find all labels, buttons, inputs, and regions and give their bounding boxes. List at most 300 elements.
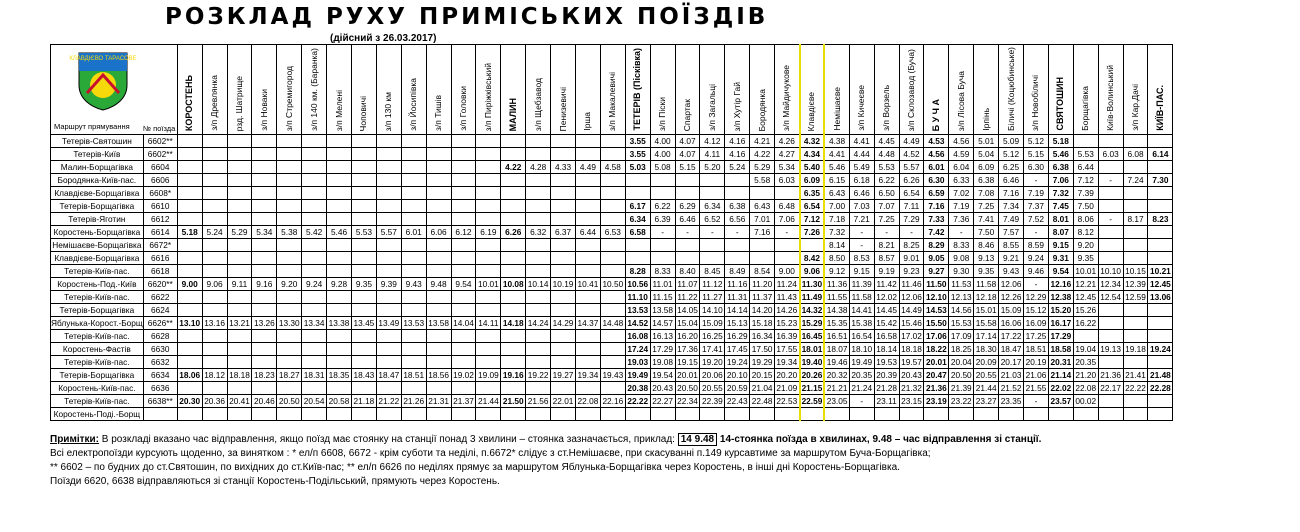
- table-row: [51, 264, 1173, 277]
- time-cell: 6.43: [750, 199, 775, 212]
- time-cell: 12.39: [1123, 277, 1148, 290]
- time-cell: 7.24: [1123, 173, 1148, 186]
- time-cell: [202, 342, 227, 355]
- time-cell: [202, 303, 227, 316]
- time-cell: 20.01: [675, 368, 700, 381]
- time-cell: 22.27: [650, 394, 675, 407]
- time-cell: [501, 212, 526, 225]
- time-cell: [451, 355, 476, 368]
- time-cell: [426, 303, 451, 316]
- table-row: [51, 251, 1173, 264]
- header-row: [51, 45, 1173, 135]
- station-header: [177, 45, 202, 135]
- time-cell: [600, 264, 625, 277]
- time-cell: [451, 407, 476, 420]
- route-cell: Тетерів-Борщагівка: [51, 199, 144, 212]
- time-cell: 5.01: [974, 134, 999, 147]
- time-cell: 23.11: [874, 394, 899, 407]
- time-cell: 11.42: [874, 277, 899, 290]
- time-cell: [1073, 134, 1098, 147]
- table-row: [51, 368, 1173, 381]
- time-cell: 14.24: [526, 316, 551, 329]
- time-cell: [202, 199, 227, 212]
- time-cell: 13.26: [252, 316, 277, 329]
- time-cell: 21.03: [999, 368, 1024, 381]
- time-cell: 4.49: [899, 134, 924, 147]
- station-header: [775, 45, 800, 135]
- station-header: [1148, 45, 1173, 135]
- time-cell: [501, 381, 526, 394]
- time-cell: [526, 303, 551, 316]
- station-name: з/п Макалевичі: [607, 71, 618, 131]
- time-cell: 7.19: [949, 199, 974, 212]
- route-cell: Малин-Борщагівка: [51, 160, 144, 173]
- time-cell: [625, 238, 650, 251]
- time-cell: [277, 329, 302, 342]
- time-cell: 4.48: [874, 147, 899, 160]
- time-cell: [277, 173, 302, 186]
- time-cell: 14.05: [675, 303, 700, 316]
- time-cell: [575, 329, 600, 342]
- time-cell: [476, 407, 501, 420]
- train-number-label: № поїзда: [143, 123, 176, 133]
- time-cell: 5.15: [1024, 147, 1049, 160]
- time-cell: 22.01: [551, 394, 576, 407]
- time-cell: [202, 238, 227, 251]
- time-cell: 13.53: [401, 316, 426, 329]
- time-cell: 21.04: [750, 381, 775, 394]
- time-cell: 6.01: [924, 160, 949, 173]
- time-cell: 11.50: [924, 277, 949, 290]
- time-cell: 6.09: [974, 160, 999, 173]
- time-cell: [476, 381, 501, 394]
- station-name: з/п Загальці: [706, 84, 717, 131]
- time-cell: 5.24: [202, 225, 227, 238]
- time-cell: 15.50: [924, 316, 949, 329]
- time-cell: [277, 303, 302, 316]
- time-cell: 7.21: [849, 212, 874, 225]
- train-number-cell: [143, 407, 177, 420]
- time-cell: [1098, 329, 1123, 342]
- time-cell: 5.53: [351, 225, 376, 238]
- time-cell: [426, 173, 451, 186]
- time-cell: [1148, 251, 1173, 264]
- time-cell: 4.53: [924, 134, 949, 147]
- time-cell: [1024, 407, 1049, 420]
- time-cell: [426, 290, 451, 303]
- time-cell: 4.00: [650, 147, 675, 160]
- time-cell: 22.22: [625, 394, 650, 407]
- time-cell: [376, 173, 401, 186]
- time-cell: 18.06: [177, 368, 202, 381]
- time-cell: [327, 173, 352, 186]
- time-cell: 7.34: [999, 199, 1024, 212]
- time-cell: [376, 186, 401, 199]
- time-cell: [451, 264, 476, 277]
- time-cell: 21.48: [1148, 368, 1173, 381]
- time-cell: 13.58: [426, 316, 451, 329]
- time-cell: [501, 186, 526, 199]
- station-name: з/п Йосипівка: [408, 78, 419, 131]
- station-header: [974, 45, 999, 135]
- station-header: [501, 45, 526, 135]
- time-cell: [376, 160, 401, 173]
- time-cell: 14.48: [600, 316, 625, 329]
- route-cell: Тетерів-Київ: [51, 147, 144, 160]
- note-3: ** 6602 – по будних до ст.Святошин, по вихідних до ст.Київ-пас; ** ел/п 6626 по неділях прямує за маршрутом Яблунька-Борщагівка через Коростень, в інші дні Коростень-Борщагівка.: [50, 462, 900, 473]
- time-cell: 12.10: [924, 290, 949, 303]
- time-cell: 8.28: [625, 264, 650, 277]
- time-cell: [625, 407, 650, 420]
- time-cell: [600, 173, 625, 186]
- time-cell: [252, 407, 277, 420]
- time-cell: 21.52: [999, 381, 1024, 394]
- time-cell: 9.43: [401, 277, 426, 290]
- route-cell: Клавдієве-Борщагівка: [51, 186, 144, 199]
- time-cell: [401, 212, 426, 225]
- time-cell: 5.38: [277, 225, 302, 238]
- time-cell: [202, 355, 227, 368]
- time-cell: 5.12: [999, 147, 1024, 160]
- time-cell: 6.04: [949, 160, 974, 173]
- time-cell: [177, 173, 202, 186]
- time-cell: [252, 290, 277, 303]
- time-cell: 6.32: [526, 225, 551, 238]
- time-cell: 21.56: [526, 394, 551, 407]
- time-cell: 5.57: [899, 160, 924, 173]
- time-cell: 10.01: [1073, 264, 1098, 277]
- station-header: [800, 45, 825, 135]
- time-cell: [575, 199, 600, 212]
- time-cell: [501, 199, 526, 212]
- station-name: Клавдієве: [806, 91, 817, 131]
- station-header: [650, 45, 675, 135]
- time-cell: [476, 355, 501, 368]
- time-cell: 11.53: [949, 277, 974, 290]
- time-cell: 13.30: [277, 316, 302, 329]
- time-cell: 15.53: [949, 316, 974, 329]
- time-cell: 8.45: [700, 264, 725, 277]
- station-header: [277, 45, 302, 135]
- time-cell: [451, 342, 476, 355]
- time-cell: 16.06: [999, 316, 1024, 329]
- time-cell: 14.37: [575, 316, 600, 329]
- station-name: з/п Древлянка: [209, 75, 220, 131]
- time-cell: [526, 199, 551, 212]
- time-cell: 12.34: [1098, 277, 1123, 290]
- time-cell: [351, 238, 376, 251]
- time-cell: [1098, 355, 1123, 368]
- time-cell: 3.55: [625, 147, 650, 160]
- time-cell: 10.08: [501, 277, 526, 290]
- time-cell: [202, 173, 227, 186]
- time-cell: 8.59: [1024, 238, 1049, 251]
- emblem-text: КЛАВДІЄВО ТАРАСОВЕ: [69, 56, 137, 62]
- time-cell: [725, 251, 750, 264]
- note-4: Поїзди 6620, 6638 відправляються зі станції Коростень-Подільський, прямують через Коростень.: [50, 476, 500, 487]
- time-cell: 7.16: [999, 186, 1024, 199]
- time-cell: [327, 407, 352, 420]
- time-cell: 22.02: [1048, 381, 1073, 394]
- table-row: [51, 199, 1173, 212]
- station-name: з/п 140 км. (Баранка): [308, 48, 319, 131]
- time-cell: 9.27: [924, 264, 949, 277]
- time-cell: 15.20: [1048, 303, 1073, 316]
- time-cell: 21.37: [451, 394, 476, 407]
- time-cell: -: [1098, 212, 1123, 225]
- time-cell: [501, 342, 526, 355]
- train-number-cell: 6672*: [143, 238, 177, 251]
- time-cell: 9.11: [227, 277, 252, 290]
- time-cell: [600, 329, 625, 342]
- time-cell: 4.22: [750, 147, 775, 160]
- time-cell: 8.23: [1148, 212, 1173, 225]
- time-cell: 18.01: [800, 342, 825, 355]
- time-cell: [277, 199, 302, 212]
- time-cell: [476, 199, 501, 212]
- time-cell: 6.30: [1024, 160, 1049, 173]
- time-cell: [202, 186, 227, 199]
- time-cell: 13.58: [650, 303, 675, 316]
- table-row: [51, 160, 1173, 173]
- time-cell: [426, 186, 451, 199]
- time-cell: [177, 251, 202, 264]
- station-name: Ірша: [582, 112, 593, 131]
- time-cell: [177, 264, 202, 277]
- time-cell: [451, 134, 476, 147]
- time-cell: 21.28: [874, 381, 899, 394]
- time-cell: 11.55: [824, 290, 849, 303]
- time-cell: [426, 329, 451, 342]
- time-cell: 11.58: [849, 290, 874, 303]
- time-cell: [1123, 303, 1148, 316]
- station-header: [575, 45, 600, 135]
- time-cell: 18.51: [1024, 342, 1049, 355]
- station-header: [675, 45, 700, 135]
- time-cell: 7.49: [999, 212, 1024, 225]
- time-cell: 21.32: [899, 381, 924, 394]
- train-number-cell: 6630: [143, 342, 177, 355]
- station-header: [874, 45, 899, 135]
- time-cell: 20.38: [625, 381, 650, 394]
- time-cell: [327, 147, 352, 160]
- time-cell: 21.36: [924, 381, 949, 394]
- station-name: МАЛИН: [507, 97, 518, 131]
- time-cell: [177, 290, 202, 303]
- time-cell: 4.32: [800, 134, 825, 147]
- time-cell: [451, 147, 476, 160]
- time-cell: 12.13: [949, 290, 974, 303]
- station-header: [824, 45, 849, 135]
- time-cell: [426, 160, 451, 173]
- time-cell: 14.53: [924, 303, 949, 316]
- time-cell: 22.08: [1073, 381, 1098, 394]
- time-cell: [202, 290, 227, 303]
- time-cell: [675, 407, 700, 420]
- time-cell: 14.38: [824, 303, 849, 316]
- time-cell: [302, 199, 327, 212]
- time-cell: 23.19: [924, 394, 949, 407]
- time-cell: 6.58: [625, 225, 650, 238]
- train-number-cell: 6628: [143, 329, 177, 342]
- time-cell: 9.24: [1024, 251, 1049, 264]
- time-cell: 21.15: [800, 381, 825, 394]
- time-cell: [351, 290, 376, 303]
- time-cell: 14.10: [700, 303, 725, 316]
- time-cell: [376, 212, 401, 225]
- time-cell: [600, 290, 625, 303]
- station-name: з/п Хутір Гай: [731, 81, 742, 131]
- time-cell: 3.55: [625, 134, 650, 147]
- time-cell: [277, 212, 302, 225]
- time-cell: 20.43: [899, 368, 924, 381]
- time-cell: [302, 342, 327, 355]
- time-cell: 6.09: [800, 173, 825, 186]
- time-cell: 22.48: [750, 394, 775, 407]
- time-cell: 6.15: [824, 173, 849, 186]
- time-cell: [650, 407, 675, 420]
- time-cell: 6.44: [575, 225, 600, 238]
- time-cell: [476, 147, 501, 160]
- station-name: Б У Ч А: [930, 98, 941, 131]
- time-cell: 8.06: [1073, 212, 1098, 225]
- station-header: [949, 45, 974, 135]
- table-row: [51, 147, 1173, 160]
- time-cell: [451, 290, 476, 303]
- time-cell: [501, 329, 526, 342]
- time-cell: [476, 264, 501, 277]
- time-cell: [700, 238, 725, 251]
- time-cell: 6.53: [600, 225, 625, 238]
- time-cell: [824, 407, 849, 420]
- time-cell: 20.01: [924, 355, 949, 368]
- time-cell: [302, 147, 327, 160]
- station-header: [1123, 45, 1148, 135]
- time-cell: -: [849, 394, 874, 407]
- time-cell: 19.15: [675, 355, 700, 368]
- time-cell: 7.33: [924, 212, 949, 225]
- time-cell: 20.19: [1024, 355, 1049, 368]
- train-number-cell: 6638**: [143, 394, 177, 407]
- time-cell: [177, 186, 202, 199]
- time-cell: [750, 251, 775, 264]
- time-cell: 18.47: [376, 368, 401, 381]
- time-cell: [277, 147, 302, 160]
- time-cell: 9.31: [1048, 251, 1073, 264]
- time-cell: [227, 160, 252, 173]
- time-cell: [302, 212, 327, 225]
- train-number-cell: 6622: [143, 290, 177, 303]
- station-name: Київ-Волинський: [1105, 65, 1116, 131]
- time-cell: [401, 160, 426, 173]
- time-cell: 17.41: [700, 342, 725, 355]
- station-name: з/п 130 км: [383, 91, 394, 131]
- station-header: [924, 45, 949, 135]
- time-cell: [1123, 407, 1148, 420]
- time-cell: 7.16: [924, 199, 949, 212]
- time-cell: [252, 199, 277, 212]
- time-cell: 16.34: [750, 329, 775, 342]
- time-cell: [600, 238, 625, 251]
- time-cell: 12.18: [974, 290, 999, 303]
- time-cell: 16.51: [824, 329, 849, 342]
- time-cell: 7.12: [800, 212, 825, 225]
- route-cell: Тетерів-Борщагівка: [51, 368, 144, 381]
- time-cell: [949, 407, 974, 420]
- time-cell: 15.13: [725, 316, 750, 329]
- time-cell: 7.00: [824, 199, 849, 212]
- station-header: [725, 45, 750, 135]
- time-cell: [401, 238, 426, 251]
- time-cell: [227, 147, 252, 160]
- time-cell: [426, 147, 451, 160]
- time-cell: 23.57: [1048, 394, 1073, 407]
- time-cell: [401, 290, 426, 303]
- time-cell: [401, 303, 426, 316]
- time-cell: [575, 303, 600, 316]
- time-cell: [750, 407, 775, 420]
- time-cell: -: [849, 225, 874, 238]
- time-cell: 6.22: [650, 199, 675, 212]
- time-cell: [351, 407, 376, 420]
- time-cell: 4.11: [700, 147, 725, 160]
- time-cell: [1098, 199, 1123, 212]
- time-cell: 22.28: [1148, 381, 1173, 394]
- time-cell: 20.35: [1073, 355, 1098, 368]
- time-cell: [451, 251, 476, 264]
- time-cell: [202, 381, 227, 394]
- time-cell: -: [1098, 173, 1123, 186]
- time-cell: 21.50: [501, 394, 526, 407]
- time-cell: 8.12: [1073, 225, 1098, 238]
- time-cell: [725, 186, 750, 199]
- station-name: з/п Стремигород: [283, 65, 294, 131]
- time-cell: 11.58: [974, 277, 999, 290]
- time-cell: 9.46: [1024, 264, 1049, 277]
- time-cell: [227, 329, 252, 342]
- time-cell: [376, 290, 401, 303]
- time-cell: [376, 264, 401, 277]
- time-cell: -: [650, 225, 675, 238]
- time-cell: [501, 355, 526, 368]
- station-header: [526, 45, 551, 135]
- time-cell: 19.16: [501, 368, 526, 381]
- time-cell: 5.18: [177, 225, 202, 238]
- time-cell: 18.51: [401, 368, 426, 381]
- time-cell: 10.10: [1098, 264, 1123, 277]
- time-cell: 4.16: [725, 147, 750, 160]
- time-cell: 21.14: [1048, 368, 1073, 381]
- time-cell: 10.15: [1123, 264, 1148, 277]
- time-cell: [700, 173, 725, 186]
- time-cell: [376, 342, 401, 355]
- time-cell: 7.42: [924, 225, 949, 238]
- time-cell: 20.20: [775, 368, 800, 381]
- time-cell: [426, 342, 451, 355]
- time-cell: 17.25: [1024, 329, 1049, 342]
- time-cell: 9.16: [252, 277, 277, 290]
- time-cell: 19.46: [824, 355, 849, 368]
- time-cell: 14.29: [551, 316, 576, 329]
- time-cell: [849, 407, 874, 420]
- time-cell: [252, 147, 277, 160]
- time-cell: 7.37: [1024, 199, 1049, 212]
- time-cell: [1098, 251, 1123, 264]
- time-cell: 14.18: [501, 316, 526, 329]
- time-cell: 8.33: [949, 238, 974, 251]
- time-cell: 14.26: [775, 303, 800, 316]
- time-cell: [227, 199, 252, 212]
